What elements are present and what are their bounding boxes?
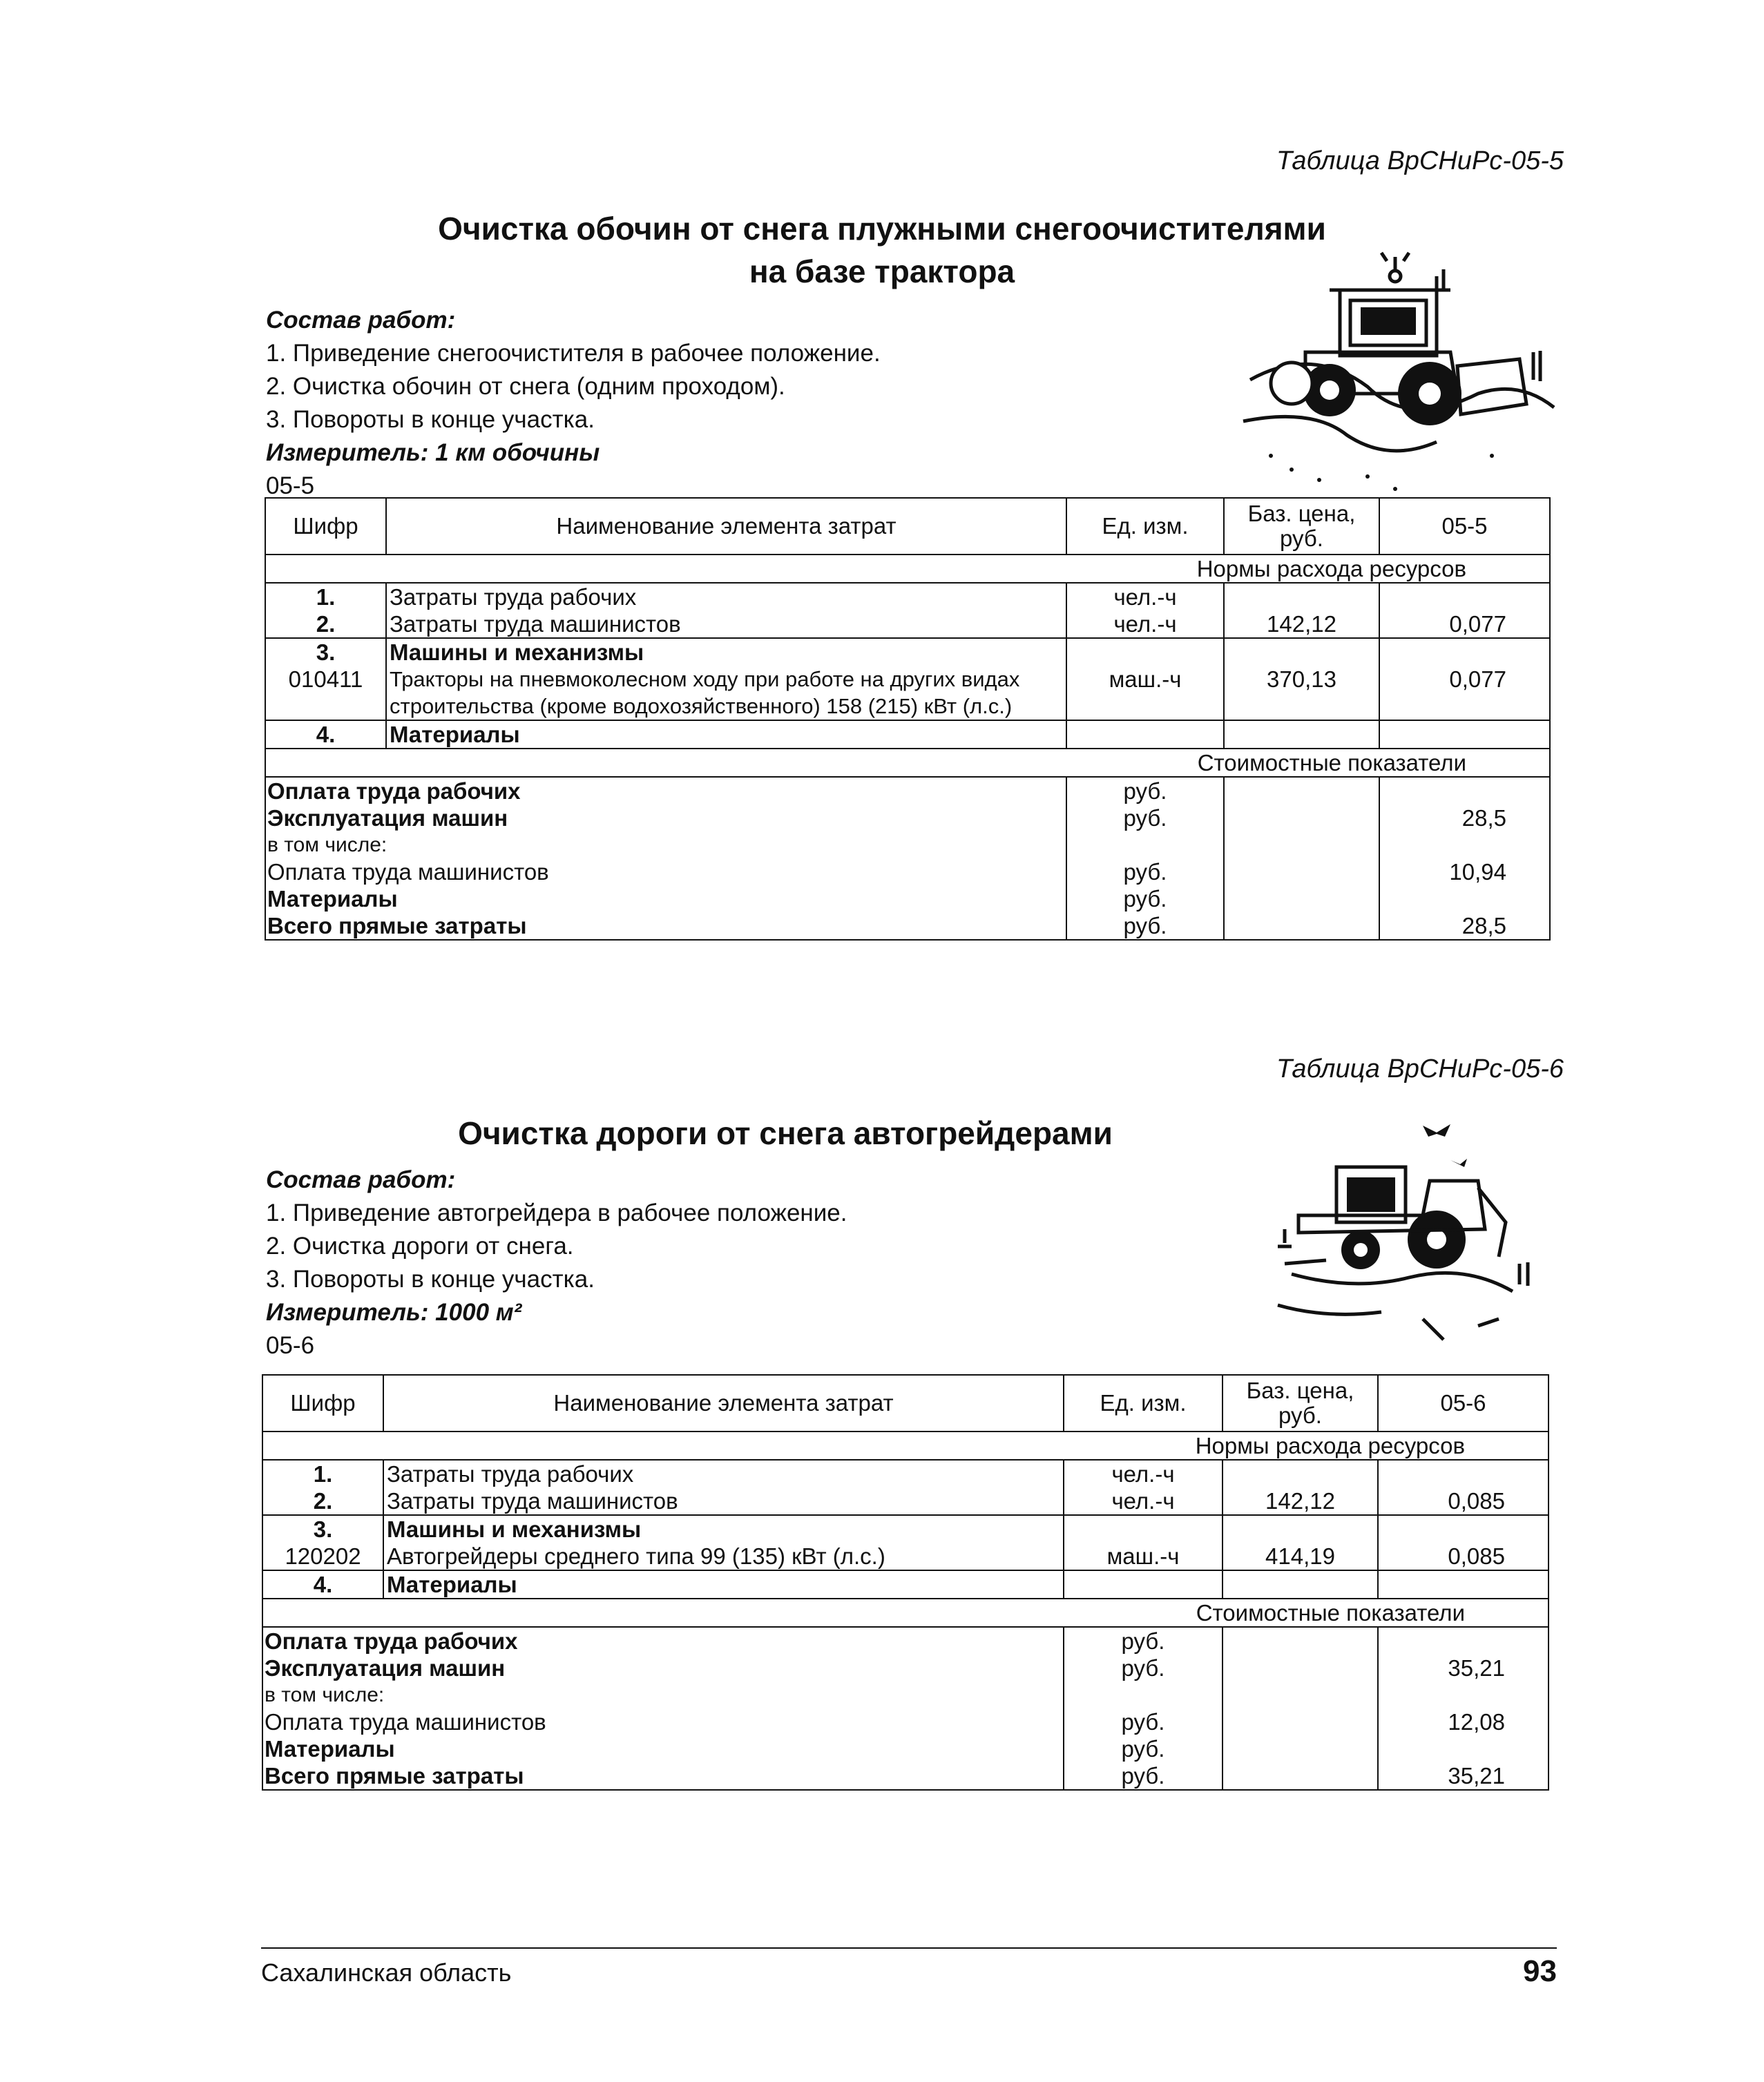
row-num: 4. [265,720,386,749]
table-label: Таблица ВрСНиРс-05-6 [1276,1054,1564,1083]
row-price [1223,1515,1378,1543]
col-header-shifr: Шифр [262,1375,383,1432]
row-value: 0,077 [1379,666,1550,720]
col-header-unit: Ед. изм. [1066,498,1224,555]
row-value [1379,583,1550,610]
row-value [1378,1460,1549,1487]
row-name: Машины и механизмы [386,638,1066,666]
cost-label: в том числе: [265,831,1066,858]
footer-region: Сахалинская область [261,1958,512,1987]
table-code: 05-6 [266,1332,315,1359]
cost-unit: руб. [1066,858,1224,885]
row-unit: чел.-ч [1066,610,1224,638]
row-unit: чел.-ч [1064,1487,1223,1515]
cost-value [1379,777,1550,804]
cost-value: 35,21 [1378,1655,1549,1681]
cost-value: 10,94 [1379,858,1550,885]
table-label: Таблица ВрСНиРс-05-5 [1276,146,1564,175]
cost-unit: руб. [1064,1627,1223,1655]
cost-label: в том числе: [262,1681,1064,1708]
page-number: 93 [1523,1954,1557,1988]
norms-title: Нормы расхода ресурсов [265,555,1550,583]
cost-value [1378,1627,1549,1655]
cost-value [1379,885,1550,912]
cost-table-05-6 [262,1374,1549,1791]
step: 1. Приведение снегоочистителя в рабочее положение. [266,340,881,367]
step: 3. Повороты в конце участка. [266,406,595,433]
col-header-name: Наименование элемента затрат [383,1375,1064,1432]
col-header-name: Наименование элемента затрат [386,498,1066,555]
col-header-price: Баз. цена, руб. [1223,1375,1378,1432]
row-price [1224,720,1379,749]
col-header-price: Баз. цена, руб. [1224,498,1379,555]
cost-value: 28,5 [1379,804,1550,831]
row-price [1224,638,1379,666]
section-title-line1: Очистка дороги от снега автогрейдерами [458,1115,1113,1151]
step: 1. Приведение автогрейдера в рабочее положение. [266,1199,847,1226]
footer-rule [261,1947,1557,1949]
cost-label: Оплата труда машинистов [262,1708,1064,1735]
cost-title: Стоимостные показатели [265,749,1550,777]
work-composition [266,304,881,503]
row-unit: чел.-ч [1066,583,1224,610]
cost-value [1378,1735,1549,1762]
cost-unit: руб. [1064,1762,1223,1790]
row-name: Затраты труда рабочих [386,583,1066,610]
cost-label: Оплата труда машинистов [265,858,1066,885]
composition-heading: Состав работ: [266,307,456,334]
row-name: Материалы [383,1570,1064,1599]
col-header-code: 05-6 [1378,1375,1549,1432]
section-title-line1: Очистка обочин от снега плужными снегоочистителями [438,211,1326,247]
row-num: 120202 [262,1543,383,1570]
cost-title: Стоимостные показатели [262,1599,1549,1627]
cost-value: 35,21 [1378,1762,1549,1790]
row-value [1379,638,1550,666]
cost-unit: руб. [1066,912,1224,940]
row-name: Затраты труда рабочих [383,1460,1064,1487]
row-num: 4. [262,1570,383,1599]
row-unit [1066,638,1224,666]
row-value [1379,720,1550,749]
cost-unit: руб. [1064,1708,1223,1735]
row-value: 0,085 [1378,1543,1549,1570]
row-value [1378,1515,1549,1543]
cost-unit [1066,831,1224,858]
tractor-snowplow-illustration [1229,249,1561,497]
norms-title: Нормы расхода ресурсов [262,1432,1549,1460]
cost-label: Всего прямые затраты [262,1762,1064,1790]
row-price: 142,12 [1223,1487,1378,1515]
row-name: Материалы [386,720,1066,749]
row-value [1378,1570,1549,1599]
step: 2. Очистка обочин от снега (одним проходом). [266,373,785,400]
row-value: 0,085 [1378,1487,1549,1515]
row-unit: маш.-ч [1066,666,1224,720]
measure: Измеритель: 1000 м² [266,1299,522,1326]
row-name: Затраты труда машинистов [383,1487,1064,1515]
cost-unit: руб. [1066,804,1224,831]
row-num: 3. [265,638,386,666]
work-composition [266,1164,847,1362]
row-unit [1064,1570,1223,1599]
cost-label: Материалы [265,885,1066,912]
motor-grader-illustration [1271,1112,1561,1360]
cost-table-05-5 [265,497,1551,941]
cost-label: Материалы [262,1735,1064,1762]
row-name: Тракторы на пневмоколесном ходу при работе на других видах строительства (кроме водохозяйственного) 158 (215) кВт (л.с.) [386,666,1066,720]
cost-label: Оплата труда рабочих [265,777,1066,804]
cost-unit: руб. [1064,1655,1223,1681]
cost-unit: руб. [1064,1735,1223,1762]
row-unit [1064,1515,1223,1543]
col-header-unit: Ед. изм. [1064,1375,1223,1432]
row-price [1224,583,1379,610]
section-title-line2: на базе трактора [749,253,1015,289]
col-header-code: 05-5 [1379,498,1550,555]
measure: Измеритель: 1 км обочины [266,439,600,466]
row-price: 142,12 [1224,610,1379,638]
cost-unit: руб. [1066,885,1224,912]
row-num: 1. [262,1460,383,1487]
cost-unit [1064,1681,1223,1708]
cost-label: Оплата труда рабочих [262,1627,1064,1655]
cost-label: Эксплуатация машин [265,804,1066,831]
row-num: 010411 [265,666,386,720]
row-price: 370,13 [1224,666,1379,720]
cost-label: Всего прямые затраты [265,912,1066,940]
row-value: 0,077 [1379,610,1550,638]
row-price [1223,1570,1378,1599]
row-num: 1. [265,583,386,610]
row-price: 414,19 [1223,1543,1378,1570]
cost-value [1379,831,1550,858]
col-header-shifr: Шифр [265,498,386,555]
row-num: 2. [265,610,386,638]
row-num: 2. [262,1487,383,1515]
cost-value: 28,5 [1379,912,1550,940]
cost-label: Эксплуатация машин [262,1655,1064,1681]
cost-value: 12,08 [1378,1708,1549,1735]
cost-unit: руб. [1066,777,1224,804]
cost-value [1378,1681,1549,1708]
row-name: Автогрейдеры среднего типа 99 (135) кВт (л.с.) [383,1543,1064,1570]
row-unit [1066,720,1224,749]
row-name: Затраты труда машинистов [386,610,1066,638]
composition-heading: Состав работ: [266,1166,456,1193]
row-unit: чел.-ч [1064,1460,1223,1487]
row-name: Машины и механизмы [383,1515,1064,1543]
step: 2. Очистка дороги от снега. [266,1233,574,1260]
row-price [1223,1460,1378,1487]
row-num: 3. [262,1515,383,1543]
step: 3. Повороты в конце участка. [266,1266,595,1293]
row-unit: маш.-ч [1064,1543,1223,1570]
table-code: 05-5 [266,472,315,499]
